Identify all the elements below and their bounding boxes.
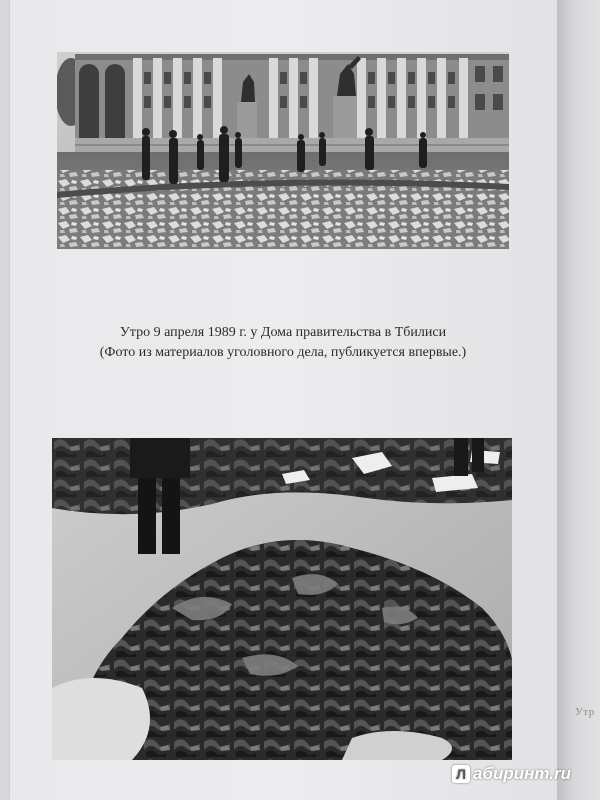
caption-line-1: Утро 9 апреля 1989 г. у Дома правительства в Тбилиси xyxy=(119,325,447,340)
next-page-edge xyxy=(557,0,600,800)
labirint-logo-icon: Л xyxy=(452,765,470,783)
photo-government-house-image xyxy=(57,52,509,249)
photo-clothing-piles xyxy=(52,438,512,760)
labirint-watermark xyxy=(452,764,571,784)
next-page-text-fragment: Утр xyxy=(575,706,595,718)
photo-caption xyxy=(57,323,509,363)
photo-government-house xyxy=(57,52,509,249)
caption-line-2: (Фото из материалов уголовного дела, публикуется впервые.) xyxy=(99,345,467,360)
labirint-watermark-text: абиринт.ru xyxy=(473,764,572,783)
photo-clothing-piles-image xyxy=(52,438,512,760)
